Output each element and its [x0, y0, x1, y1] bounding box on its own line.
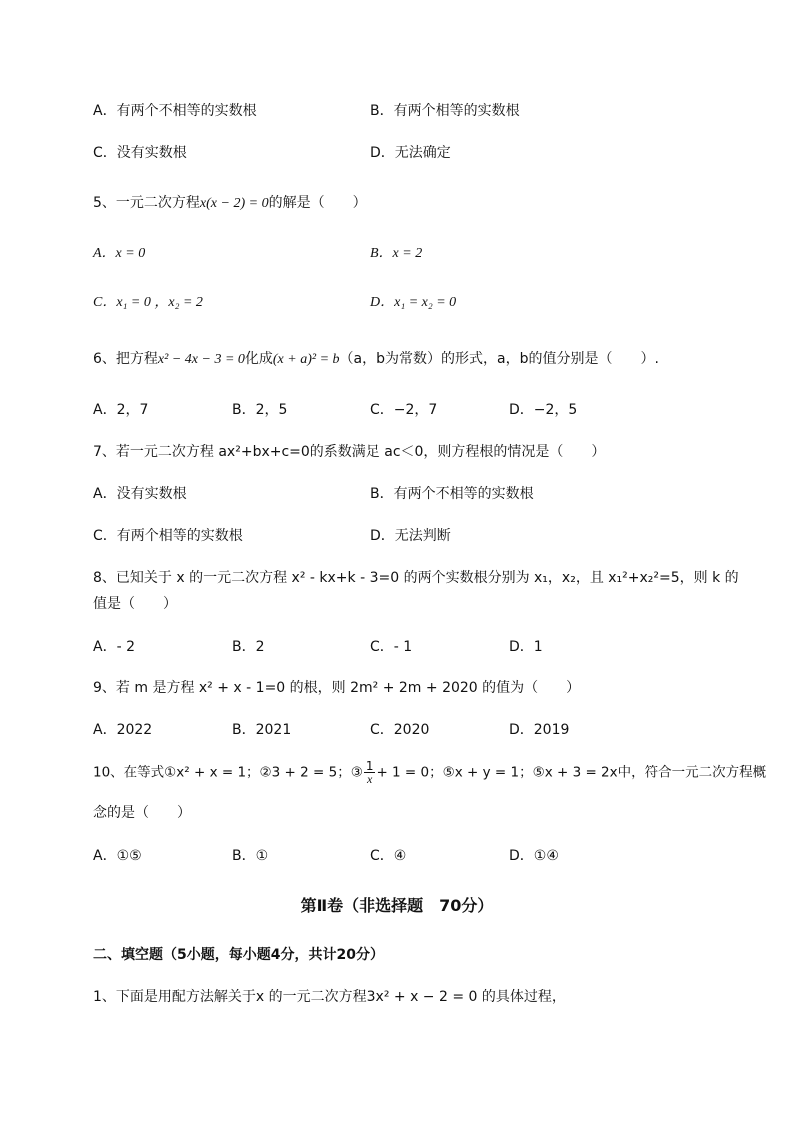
- q6-option-c: C．−2，7: [370, 402, 438, 418]
- q6-prefix: 6、把方程: [93, 351, 158, 367]
- q6-option-a: A．2，7: [93, 402, 149, 418]
- q10-stem-line-1: [93, 760, 766, 785]
- q8-option-c: C．- 1: [370, 639, 413, 655]
- q6-suffix: （a，b为常数）的形式，a，b的值分别是（ ）.: [339, 351, 659, 367]
- q7-stem: 7、若一元二次方程 ax²+bx+c=0的系数满足 ac＜0，则方程根的情况是（ ）: [93, 444, 606, 460]
- q10-option-c: C．④: [370, 848, 407, 864]
- q5-suffix: 的解是（ ）: [268, 195, 367, 211]
- q6-stem: [93, 348, 659, 368]
- q4-option-c: C．没有实数根: [93, 145, 187, 161]
- q10-option-a: A．①⑤: [93, 848, 142, 864]
- q10-fraction-numerator: 1: [365, 759, 374, 773]
- q6-mid: 化成: [244, 351, 273, 367]
- q10-fraction: [364, 760, 376, 785]
- q6-equation-1: x² − 4x − 3 = 0: [157, 352, 245, 367]
- fill-question-1: 1、下面是用配方法解关于x 的一元二次方程3x² + x − 2 = 0 的具体过程，: [93, 989, 566, 1005]
- q4-option-a: A．有两个不相等的实数根: [93, 103, 257, 119]
- q5-stem: [93, 192, 367, 212]
- q7-option-b: B．有两个不相等的实数根: [370, 486, 534, 502]
- q8-option-d: D．1: [509, 639, 543, 655]
- q5-option-a: A．x = 0: [93, 246, 146, 261]
- q8-stem-line-2: 值是（ ）: [93, 596, 177, 612]
- q5-option-c: C．x₁ = 0 ，x₂ = 2: [93, 295, 203, 310]
- q5-equation: x(x − 2) = 0: [199, 196, 269, 211]
- q7-option-c: C．有两个相等的实数根: [93, 528, 243, 544]
- q8-option-b: B．2: [232, 639, 265, 655]
- q9-option-a: A．2022: [93, 722, 153, 738]
- q8-stem-line-1: 8、已知关于 x 的一元二次方程 x² - kx+k - 3=0 的两个实数根分别为 x₁，x₂，且 x₁²+x₂²=5，则 k 的: [93, 570, 739, 586]
- q9-option-c: C．2020: [370, 722, 430, 738]
- q5-option-b: B．x = 2: [370, 246, 423, 261]
- q4-option-b: B．有两个相等的实数根: [370, 103, 520, 119]
- q9-stem: 9、若 m 是方程 x² + x - 1=0 的根，则 2m² + 2m + 2020 的值为（ ）: [93, 680, 581, 696]
- q10-option-b: B．①: [232, 848, 269, 864]
- q9-option-b: B．2021: [232, 722, 292, 738]
- q4-option-d: D．无法确定: [370, 145, 451, 161]
- section-title: 第Ⅱ卷（非选择题 70分）: [300, 896, 494, 915]
- q6-option-d: D．−2，5: [509, 402, 578, 418]
- q7-option-a: A．没有实数根: [93, 486, 187, 502]
- part-heading: 二、填空题（5小题，每小题4分，共计20分）: [93, 947, 384, 963]
- q10-option-d: D．①④: [509, 848, 559, 864]
- q7-option-d: D．无法判断: [370, 528, 451, 544]
- q10-part-2: + 1 = 0；⑤x + y = 1；⑤x + 3 = 2x中，符合一元二次方程概: [376, 764, 767, 781]
- q6-option-b: B．2，5: [232, 402, 288, 418]
- q8-option-a: A．- 2: [93, 639, 135, 655]
- q10-fraction-denominator: x: [366, 772, 373, 786]
- q10-part-1: 10、在等式①x² + x = 1；②3 + 2 = 5；③: [93, 764, 363, 781]
- q5-option-d: D．x₁ = x₂ = 0: [370, 295, 457, 310]
- q10-stem-line-2: 念的是（ ）: [93, 805, 191, 821]
- q9-option-d: D．2019: [509, 722, 570, 738]
- q5-prefix: 5、一元二次方程: [93, 195, 200, 211]
- q6-equation-2: (x + a)² = b: [272, 352, 340, 367]
